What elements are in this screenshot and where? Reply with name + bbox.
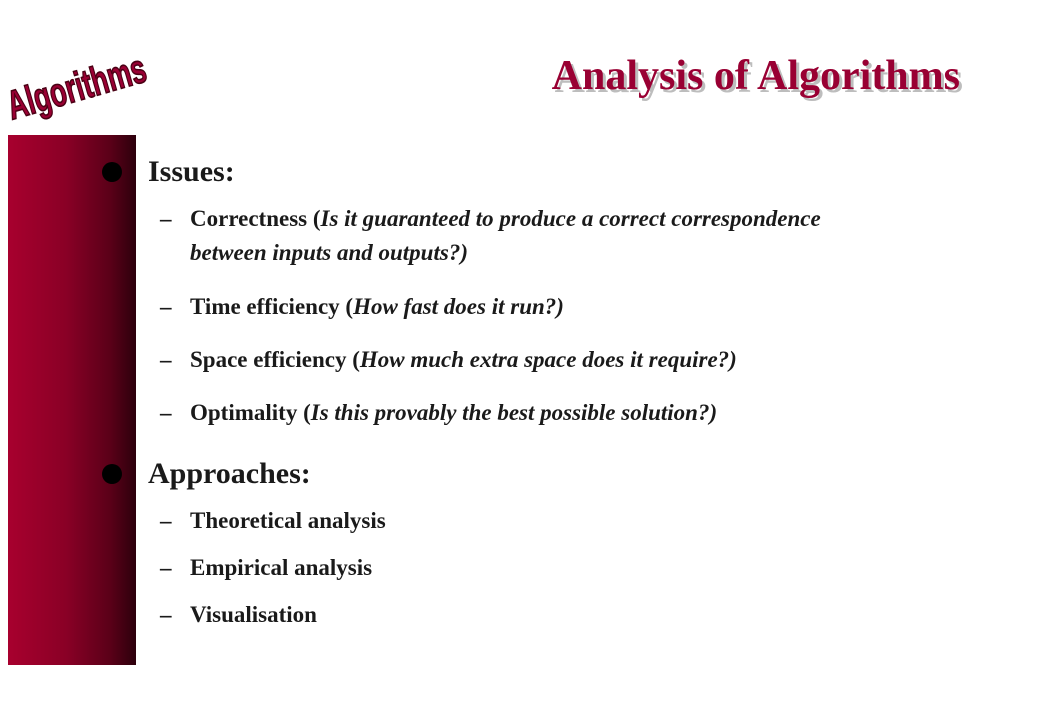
item-lead: Time efficiency ( xyxy=(190,294,354,319)
page-title: Analysis of Algorithms xyxy=(551,53,960,99)
sub-item-theoretical xyxy=(100,504,1020,538)
sub-item-correctness xyxy=(100,202,1020,270)
item-lead: Visualisation xyxy=(190,602,317,627)
sub-item-space-efficiency xyxy=(100,343,1020,377)
bullet-dot-icon xyxy=(102,162,122,182)
item-italic: How much extra space does it require?) xyxy=(359,347,737,372)
slide-content xyxy=(100,150,1020,632)
dash-icon: – xyxy=(160,555,172,580)
sub-item-empirical xyxy=(100,551,1020,585)
item-lead: Theoretical analysis xyxy=(190,508,386,533)
item-lead: Space efficiency ( xyxy=(190,347,360,372)
dash-icon: – xyxy=(160,206,172,231)
section-heading: Approaches: xyxy=(148,457,311,490)
sub-item-visualisation xyxy=(100,598,1020,632)
item-lead: Optimality ( xyxy=(190,400,311,425)
bullet-dot-icon xyxy=(102,464,122,484)
item-italic: Is it guaranteed to produce a correct correspondence between inputs and outputs?) xyxy=(190,206,821,265)
dash-icon: – xyxy=(160,347,172,372)
logo-text: Algorithms xyxy=(2,46,152,129)
section-heading: Issues: xyxy=(148,155,235,188)
dash-icon: – xyxy=(160,400,172,425)
dash-icon: – xyxy=(160,294,172,319)
item-italic: Is this provably the best possible solution?) xyxy=(310,400,718,425)
item-lead: Empirical analysis xyxy=(190,555,373,580)
bullet-issues xyxy=(100,150,1020,194)
bullet-approaches xyxy=(100,452,1020,496)
dash-icon: – xyxy=(160,602,172,627)
item-lead: Correctness ( xyxy=(190,206,321,231)
sub-item-time-efficiency xyxy=(100,290,1020,324)
dash-icon: – xyxy=(160,508,172,533)
algorithms-logo xyxy=(2,36,152,136)
item-italic: How fast does it run?) xyxy=(353,294,564,319)
sub-item-optimality xyxy=(100,396,1020,430)
